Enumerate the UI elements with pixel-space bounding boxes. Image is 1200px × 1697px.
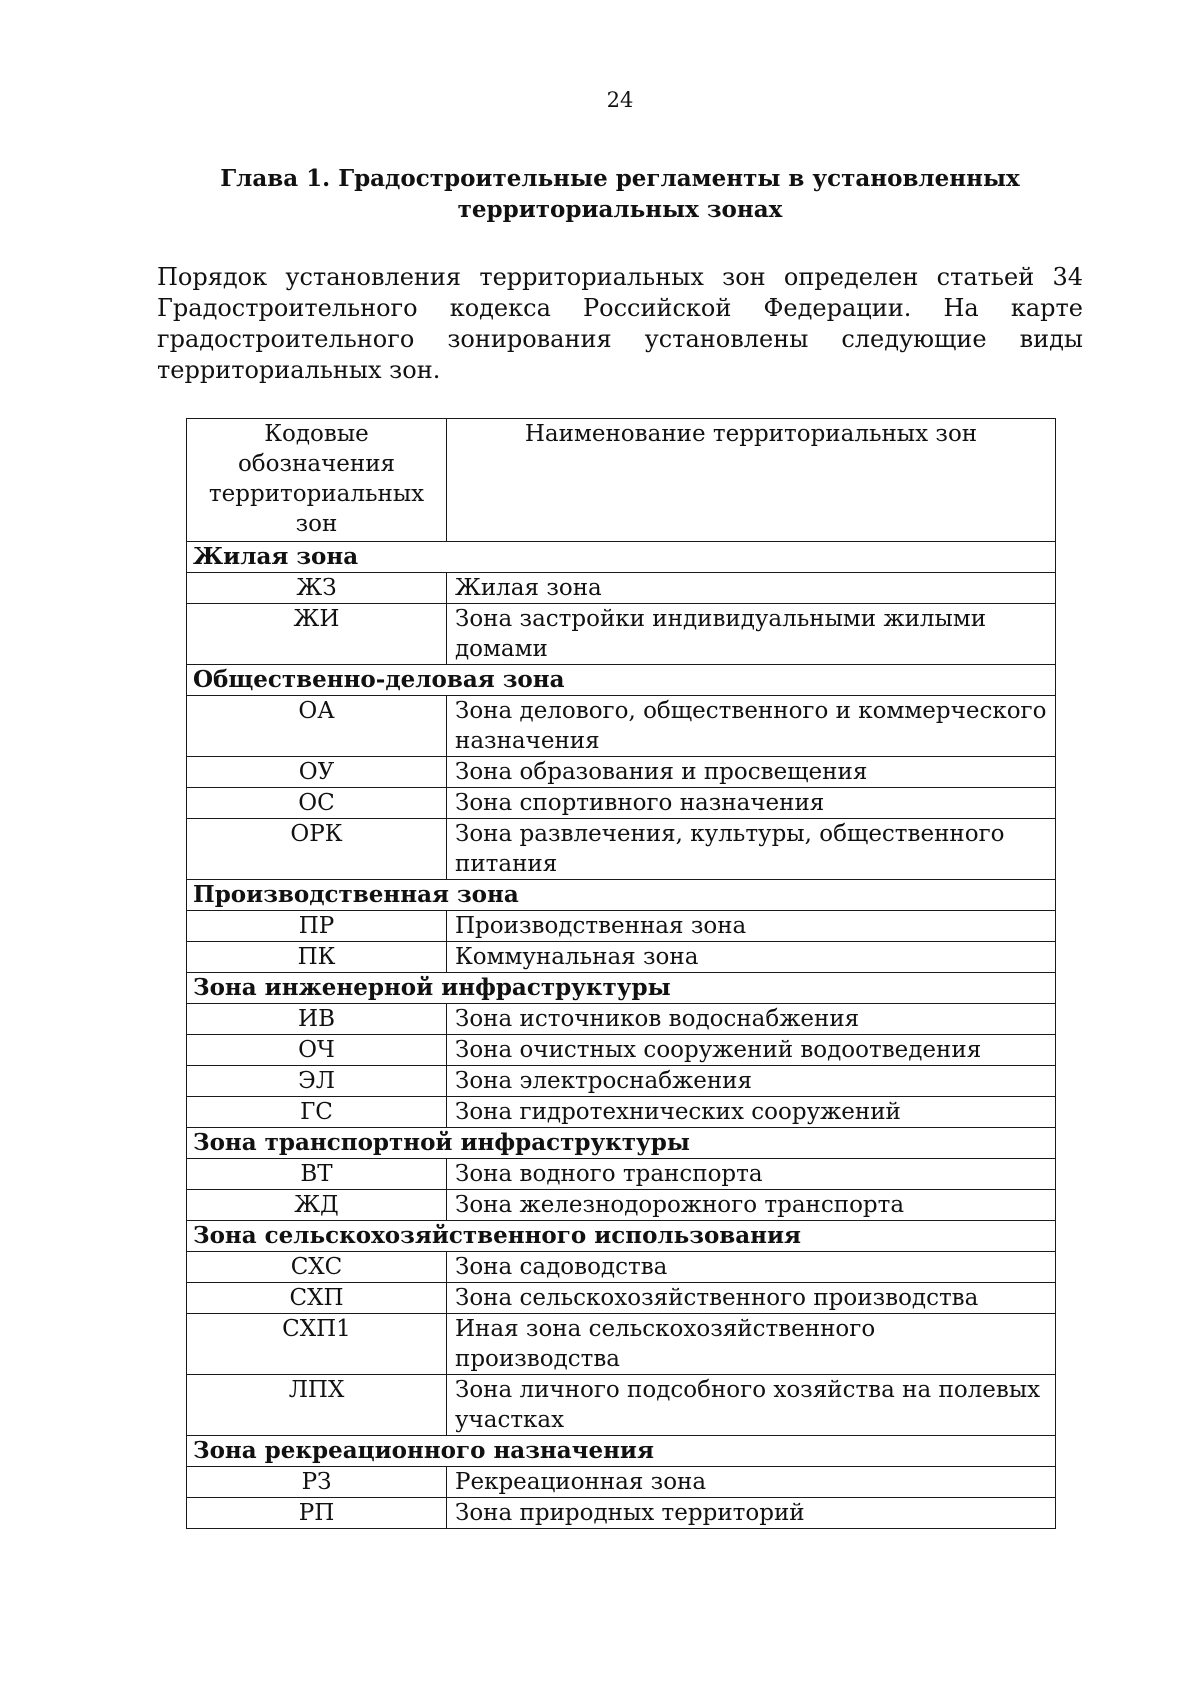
zone-code-cell: ГС [187,1097,447,1128]
zone-code-cell: ЛПХ [187,1375,447,1436]
zone-name-cell: Зона источников водоснабжения [447,1004,1056,1035]
group-row [187,665,1056,696]
zone-name-cell: Жилая зона [447,573,1056,604]
zone-name-cell: Иная зона сельскохозяйственного производства [447,1314,1056,1375]
table-row [187,757,1056,788]
group-title: Зона рекреационного назначения [187,1436,1056,1467]
group-title: Общественно-деловая зона [187,665,1056,696]
group-row [187,1436,1056,1467]
zone-name-cell: Зона сельскохозяйственного производства [447,1283,1056,1314]
group-row [187,1221,1056,1252]
zone-code-cell: ОА [187,696,447,757]
intro-paragraph: Порядок установления территориальных зон определен статьей 34 Градостроительного кодекса Российской Федерации. На карте градостроительного зонирования установлены следующие виды территориальных зон. [157,263,1083,384]
table-row [187,911,1056,942]
table-row [187,1066,1056,1097]
group-title: Производственная зона [187,880,1056,911]
group-row [187,880,1056,911]
table-row [187,1283,1056,1314]
table-row [187,1498,1056,1529]
table-row [187,788,1056,819]
zone-code-cell: ОС [187,788,447,819]
zone-code-cell: ЖД [187,1190,447,1221]
table-row [187,942,1056,973]
header-code-cell: Кодовые обозначения территориальных зон [187,419,447,542]
zone-name-cell: Зона очистных сооружений водоотведения [447,1035,1056,1066]
zones-table [186,418,1056,1529]
group-title: Зона инженерной инфраструктуры [187,973,1056,1004]
zone-code-cell: ЭЛ [187,1066,447,1097]
zone-code-cell: ИВ [187,1004,447,1035]
header-name-cell: Наименование территориальных зон [447,419,1056,542]
table-row [187,1375,1056,1436]
table-row [187,1190,1056,1221]
zones-table-body [187,542,1056,1529]
zone-name-cell: Зона образования и просвещения [447,757,1056,788]
zone-name-cell: Зона развлечения, культуры, общественного питания [447,819,1056,880]
table-row [187,1159,1056,1190]
zone-name-cell: Зона застройки индивидуальными жилыми домами [447,604,1056,665]
zone-name-cell: Коммунальная зона [447,942,1056,973]
zone-name-cell: Производственная зона [447,911,1056,942]
zone-name-cell: Зона железнодорожного транспорта [447,1190,1056,1221]
zone-name-cell: Зона делового, общественного и коммерческого назначения [447,696,1056,757]
chapter-title-line-2: территориальных зонах [457,196,783,223]
zone-name-cell: Зона водного транспорта [447,1159,1056,1190]
zone-code-cell: ОУ [187,757,447,788]
group-row [187,542,1056,573]
zone-code-cell: ЖИ [187,604,447,665]
table-row [187,573,1056,604]
table-row [187,604,1056,665]
zone-code-cell: ОЧ [187,1035,447,1066]
zone-code-cell: ПК [187,942,447,973]
zone-name-cell: Зона природных территорий [447,1498,1056,1529]
zone-name-cell: Зона гидротехнических сооружений [447,1097,1056,1128]
table-row [187,1252,1056,1283]
zone-name-cell: Зона электроснабжения [447,1066,1056,1097]
group-title: Жилая зона [187,542,1056,573]
table-row [187,1314,1056,1375]
zone-code-cell: РЗ [187,1467,447,1498]
chapter-title [150,163,1090,225]
zone-name-cell: Зона спортивного назначения [447,788,1056,819]
table-row [187,1467,1056,1498]
zone-code-cell: ОРК [187,819,447,880]
group-row [187,1128,1056,1159]
zone-code-cell: СХП [187,1283,447,1314]
zone-name-cell: Зона личного подсобного хозяйства на полевых участках [447,1375,1056,1436]
group-row [187,973,1056,1004]
group-title: Зона сельскохозяйственного использования [187,1221,1056,1252]
zone-code-cell: ЖЗ [187,573,447,604]
page-number: 24 [606,88,634,112]
group-title: Зона транспортной инфраструктуры [187,1128,1056,1159]
table-row [187,819,1056,880]
zone-code-cell: СХС [187,1252,447,1283]
zone-code-cell: РП [187,1498,447,1529]
zone-code-cell: ВТ [187,1159,447,1190]
table-row [187,1097,1056,1128]
table-row [187,1004,1056,1035]
zone-code-cell: СХП1 [187,1314,447,1375]
zone-name-cell: Зона садоводства [447,1252,1056,1283]
table-row [187,1035,1056,1066]
table-header-row [187,419,1056,542]
zone-name-cell: Рекреационная зона [447,1467,1056,1498]
chapter-title-line-1: Глава 1. Градостроительные регламенты в установленных [220,165,1020,192]
table-row [187,696,1056,757]
zone-code-cell: ПР [187,911,447,942]
